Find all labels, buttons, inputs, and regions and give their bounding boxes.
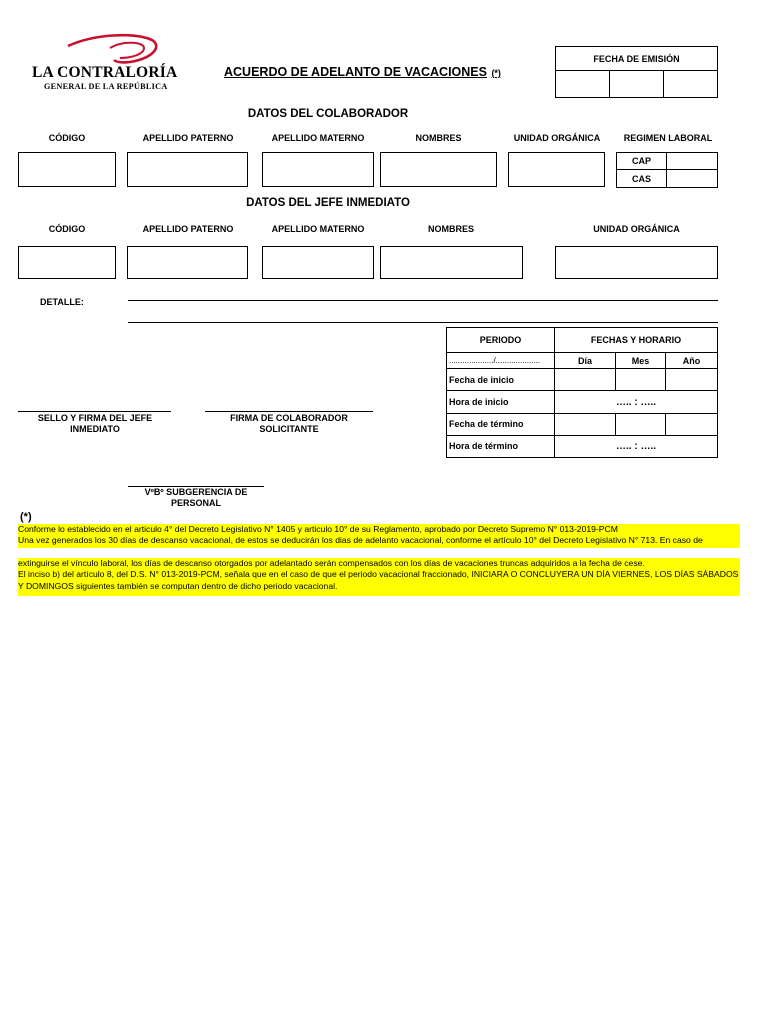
colaborador-regimen-label: REGIMEN LABORAL [623, 133, 713, 143]
periodo-field[interactable]: ..................../.................... [447, 353, 555, 369]
fecha-emision-day-field[interactable] [556, 71, 610, 98]
jefe-apellido-paterno-field[interactable] [127, 246, 248, 279]
hora-termino-label: Hora de término [447, 435, 555, 457]
vb-signature-label: VºBº SUBGERENCIA DE PERSONAL [144, 487, 248, 508]
detalle-line-2[interactable] [128, 322, 718, 323]
fecha-termino-anio-field[interactable] [666, 413, 718, 435]
page-title-text: ACUERDO DE ADELANTO DE VACACIONES [224, 65, 487, 79]
footnote-block-1 [18, 524, 740, 548]
fecha-termino-label: Fecha de término [447, 413, 555, 435]
colaborador-apellido-paterno-label: APELLIDO PATERNO [142, 133, 234, 143]
fechas-horario-header: FECHAS Y HORARIO [555, 328, 718, 353]
jefe-heading: DATOS DEL JEFE INMEDIATO [246, 197, 410, 209]
detalle-label: DETALLE: [40, 297, 84, 307]
jefe-codigo-label: CÓDIGO [48, 224, 86, 234]
hora-termino-field[interactable]: ….. : ….. [555, 435, 718, 457]
jefe-nombres-label: NOMBRES [427, 224, 474, 234]
colaborador-apellido-materno-field[interactable] [262, 152, 374, 187]
footnote-paragraph: Una vez generados los 30 días de descanso vacacional, de estos se deducirán los dias de adelanto vacacional, conforme el artículo 10° del Decreto Legislativo N° 713. En caso de [18, 535, 703, 546]
logo [32, 32, 192, 94]
colaborador-signature-line[interactable] [205, 411, 373, 412]
logo-title: LA CONTRALORÍA [32, 64, 178, 81]
page-title-marker: (*) [491, 68, 501, 78]
page-title [224, 63, 544, 81]
jefe-apellido-materno-field[interactable] [262, 246, 374, 279]
regimen-table [616, 152, 718, 188]
jefe-apellido-materno-label: APELLIDO MATERNO [271, 224, 365, 234]
colaborador-nombres-label: NOMBRES [415, 133, 462, 143]
regimen-cap-checkbox[interactable] [667, 153, 718, 170]
colaborador-signature-label: FIRMA DE COLABORADOR SOLICITANTE [230, 413, 348, 434]
jefe-unidad-label: UNIDAD ORGÁNICA [593, 224, 680, 234]
jefe-codigo-field[interactable] [18, 246, 116, 279]
colaborador-heading: DATOS DEL COLABORADOR [247, 108, 409, 120]
footnote-paragraph: extinguirse el vínculo laboral, los días de descanso otorgados por adelantado serán compensados con los días de vacaciones truncas adquiridos a la fecha de cese. [18, 558, 645, 568]
jefe-nombres-field[interactable] [380, 246, 523, 279]
fecha-emision-label: FECHA DE EMISIÓN [556, 47, 718, 71]
fecha-emision-month-field[interactable] [609, 71, 663, 98]
colaborador-apellido-paterno-field[interactable] [127, 152, 248, 187]
hora-inicio-label: Hora de inicio [447, 391, 555, 413]
logo-subtitle: GENERAL DE LA REPÚBLICA [44, 82, 168, 91]
mes-header: Mes [616, 353, 666, 369]
hora-inicio-field[interactable]: ….. : ….. [555, 391, 718, 413]
periodo-table [446, 327, 718, 458]
periodo-header: PERIODO [447, 328, 555, 353]
dia-header: Día [555, 353, 616, 369]
footnote-marker: (*) [20, 511, 32, 523]
jefe-apellido-paterno-label: APELLIDO PATERNO [142, 224, 234, 234]
fecha-inicio-anio-field[interactable] [666, 369, 718, 391]
fecha-inicio-mes-field[interactable] [616, 369, 666, 391]
logo-swoosh-icon [64, 32, 164, 68]
detalle-line-1[interactable] [128, 300, 718, 301]
jefe-unidad-field[interactable] [555, 246, 718, 279]
anio-header: Año [666, 353, 718, 369]
fecha-inicio-label: Fecha de inicio [447, 369, 555, 391]
colaborador-codigo-field[interactable] [18, 152, 116, 187]
colaborador-unidad-field[interactable] [508, 152, 605, 187]
fecha-termino-dia-field[interactable] [555, 413, 616, 435]
colaborador-apellido-materno-label: APELLIDO MATERNO [271, 133, 365, 143]
colaborador-codigo-label: CÓDIGO [48, 133, 86, 143]
fecha-emision-table [555, 46, 718, 98]
regimen-cas-checkbox[interactable] [667, 170, 718, 188]
colaborador-nombres-field[interactable] [380, 152, 497, 187]
colaborador-unidad-label: UNIDAD ORGÁNICA [513, 133, 601, 143]
fecha-emision-year-field[interactable] [663, 71, 717, 98]
jefe-signature-line[interactable] [18, 411, 171, 412]
fecha-inicio-dia-field[interactable] [555, 369, 616, 391]
jefe-signature-label: SELLO Y FIRMA DEL JEFE INMEDIATO [37, 413, 153, 434]
footnote-paragraph: El inciso b) del artículo 8, del D.S. N° 013-2019-PCM, señala que en el caso de que el periodo vacacional fraccionado, INICIARA O CONCLUYERA UN DÍA VIERNES, LOS DÍAS SÁBADOS Y DOMINGOS siguientes también se computan dentro de dicho periodo vacacional. [18, 569, 739, 591]
fecha-termino-mes-field[interactable] [616, 413, 666, 435]
footnote-paragraph: Conforme lo establecido en el articulo 4° del Decreto Legislativo N° 1405 y articulo 10° de su Reglamento, aprobado por Decreto Supremo N° 013-2019-PCM [18, 524, 618, 534]
regimen-cap-label: CAP [617, 153, 667, 170]
footnote-block-2 [18, 558, 740, 596]
regimen-cas-label: CAS [617, 170, 667, 188]
